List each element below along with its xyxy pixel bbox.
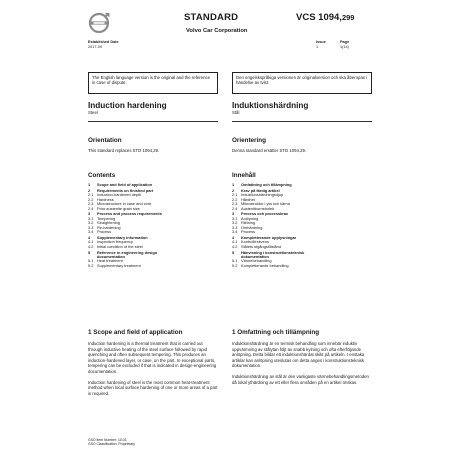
- footer-classification: GSO Classification: Proprietary: [88, 442, 135, 447]
- toc-entry-title: Anlöpning: [241, 215, 259, 221]
- swedish-notice-box: Den engelskspråkiga versionen är originalversion och ska åberopas i händelse av tvist.: [232, 72, 372, 94]
- toc-entry-title: Inspection frequency: [97, 239, 133, 245]
- page-label: Page: [340, 40, 350, 44]
- toc-en-list: [88, 183, 218, 268]
- toc-entry-number: 4: [88, 234, 91, 240]
- toc-entry-number: 2: [88, 187, 91, 193]
- orientation-en-heading: Orientation: [88, 137, 122, 144]
- contents-sv-heading: Innehåll: [232, 172, 256, 179]
- footer: [88, 438, 135, 446]
- toc-entry-number: 5: [88, 249, 91, 255]
- toc-entry-title: Hänvisning i konstruktionsteknisk: [241, 249, 305, 255]
- toc-sv-list: [232, 183, 372, 268]
- title-sv: Induktionshärdning: [232, 101, 309, 110]
- toc-entry-number: 3.4: [88, 229, 94, 235]
- toc-entry-number: 2.4: [88, 205, 94, 211]
- toc-entry-number: 3.3: [88, 224, 94, 230]
- issue-label: Issue: [316, 40, 326, 44]
- toc-entry-title: Kompletterande behandling: [241, 262, 289, 268]
- orientation-en: [88, 137, 218, 153]
- toc-entry-number: 3: [88, 211, 91, 217]
- toc-entry-title: Process: [97, 229, 112, 235]
- orientation-sv-text: Denna standard ersätter STD 1094,29.: [232, 148, 307, 153]
- contents-sv: [232, 172, 372, 268]
- toc-entry-title: Microstructure in case and core: [97, 201, 152, 207]
- toc-entry-number: 5.1: [232, 258, 238, 264]
- toc-entry-number: 3.3: [232, 224, 238, 230]
- toc-entry-number: 5.2: [232, 262, 238, 268]
- toc-entry-title: Värmebehandling: [241, 258, 272, 264]
- toc-entry-title: Tempering: [97, 215, 116, 221]
- title-sv-rule: [232, 121, 372, 122]
- toc-entry-title: Riktning: [241, 220, 256, 226]
- toc-entry-title: Supplementary information: [97, 234, 148, 240]
- section1-en-p1: Induction hardening is a thermal treatment that is carried out through inductive heating of the steel surface followed by rapid quenching and often subsequent tempering. This produces an induction-hardened layer, or case, on the part. In exceptional parts, tempering can be excluded if that is indicated in design-engineering documentation.: [88, 341, 217, 374]
- established-value: 2017-09: [88, 44, 102, 49]
- title-sv-block: [232, 101, 372, 115]
- volvo-logo-icon: [88, 12, 110, 34]
- toc-entry-title: Omhärdning: [241, 224, 263, 230]
- toc-entry-number: 2.3: [88, 201, 94, 207]
- contents-en: [88, 172, 218, 268]
- contents-en-heading: Contents: [88, 172, 116, 179]
- standard-label: STANDARD: [184, 12, 239, 23]
- orientation-en-text: This standard replaces STD 1094,29.: [88, 148, 160, 153]
- toc-entry-title: Induction-hardened depth: [97, 192, 142, 198]
- toc-entry: [88, 264, 218, 268]
- toc-entry-title: Requirements on finished part: [97, 187, 154, 193]
- toc-entry-number: 4.2: [232, 243, 238, 249]
- toc-entry-title: Straightening: [97, 220, 120, 226]
- section1-sv-p2: Induktionshärdning av stål är den vanligaste värmebehandlingsmetoden då lokal ythärdning av ett eller flera områden på en artikel önskas.: [232, 373, 369, 385]
- established-block: [88, 40, 158, 49]
- toc-entry-title: documentation: [97, 253, 125, 259]
- toc-entry-number: 2.2: [88, 196, 94, 202]
- company-name: Volvo Car Corporation: [186, 28, 248, 34]
- toc-entry-number: 2.1: [232, 192, 238, 198]
- toc-entry-number: 4.2: [88, 243, 94, 249]
- toc-entry-title: Process and process requirements: [97, 211, 162, 217]
- toc-entry-number: 1: [88, 182, 91, 187]
- doc-number: [296, 12, 354, 23]
- toc-entry-title: Mikrostruktur i yta och kärna: [241, 201, 290, 207]
- title-sv-sub: Stål: [232, 110, 240, 115]
- toc-entry-title: Induktionshärdningsdjup: [241, 192, 284, 198]
- section1-en-p2: Induction hardening of steel is the most common heat-treatment method when local surface hardening of one or more areas of a part is required.: [88, 379, 218, 396]
- toc-entry-title: Re-hardening: [97, 224, 121, 230]
- section1-sv: [232, 329, 372, 385]
- doc-number-suffix: 299: [341, 13, 355, 22]
- toc-entry-title: Scope and field of application: [97, 182, 153, 187]
- toc-entry-title: Kontrollfrekvens: [241, 239, 269, 245]
- toc-entry-title: Initial condition of the steel: [97, 243, 143, 249]
- toc-entry-title: Supplementary treatment: [97, 262, 141, 268]
- toc-entry-number: 3.1: [232, 215, 238, 221]
- toc-entry-number: 3.2: [88, 220, 94, 226]
- toc-entry-number: 3: [232, 211, 235, 217]
- toc-entry-title: Reference in engineering design: [97, 249, 158, 255]
- toc-entry-title: Austenitkornstorlek: [241, 205, 275, 211]
- section1-en: [88, 329, 218, 396]
- toc-entry-number: 2.3: [232, 201, 238, 207]
- title-en-block: [88, 101, 218, 115]
- english-notice-box: The English language version is the original and the reference in case of dispute.: [88, 72, 218, 94]
- toc-entry-number: 2: [232, 187, 235, 193]
- toc-entry-number: 2.4: [232, 205, 238, 211]
- toc-entry-number: 5.1: [88, 258, 94, 264]
- orientation-sv: [232, 137, 372, 153]
- issue-value: 1: [316, 44, 319, 49]
- toc-entry-title: Stålets utgångstillstånd: [241, 243, 282, 249]
- section1-sv-p1: Induktionshärdning är en termisk behandling som innebär induktiv uppvärmning av stålytan följt av snabb kylning och ofta efterföljande anlöpning. Detta bildar ett induktionshärdat skikt på artikeln. I enstaka artiklar kan anlöpning uteslutas om detta anges i konstruktionsteknisk dokumentation.: [232, 341, 365, 369]
- footer-item-number: GSO Item Number: 10.03: [88, 438, 127, 442]
- toc-entry-number: 2.1: [88, 192, 94, 198]
- toc-entry-title: Process: [241, 229, 256, 235]
- toc-entry-number: 4.1: [88, 239, 94, 245]
- doc-number-main: VCS 1094,: [296, 12, 342, 23]
- toc-entry-number: 1: [232, 182, 235, 187]
- toc-entry-number: 3.4: [232, 229, 238, 235]
- title-en: Induction hardening: [88, 101, 167, 110]
- toc-entry-title: Process och processkrav: [241, 211, 289, 217]
- page-block: [340, 40, 370, 49]
- toc-entry-title: Omfattning och tillämpning: [241, 182, 292, 187]
- orientation-sv-heading: Orientering: [232, 137, 266, 144]
- toc-entry-number: 5.2: [88, 262, 94, 268]
- toc-entry: [232, 264, 372, 268]
- toc-entry-title: Hårdhet: [241, 196, 255, 202]
- toc-entry-title: Hardness: [97, 196, 114, 202]
- toc-entry-number: 2.2: [232, 196, 238, 202]
- title-en-sub: Steel: [88, 110, 98, 115]
- toc-entry-title: Prior austenite grain size: [97, 205, 140, 211]
- toc-entry-title: Krav på färdig artikel: [241, 187, 280, 193]
- toc-entry-number: 4: [232, 234, 235, 240]
- toc-entry-title: Heat treatment: [97, 258, 123, 264]
- title-en-rule: [88, 121, 218, 122]
- toc-entry-number: 3.2: [232, 220, 238, 226]
- toc-entry-number: 5: [232, 249, 235, 255]
- established-label: Established Date: [88, 40, 119, 44]
- toc-entry-number: 3.1: [88, 215, 94, 221]
- toc-entry-title: dokumentation: [241, 253, 269, 259]
- section1-sv-heading: 1 Omfattning och tillämpning: [232, 329, 320, 336]
- section1-en-heading: 1 Scope and field of application: [88, 329, 183, 336]
- toc-entry-number: 4.1: [232, 239, 238, 245]
- page-value: 1(14): [340, 44, 349, 49]
- toc-entry-title: Kompletterande upplysningar: [241, 234, 297, 240]
